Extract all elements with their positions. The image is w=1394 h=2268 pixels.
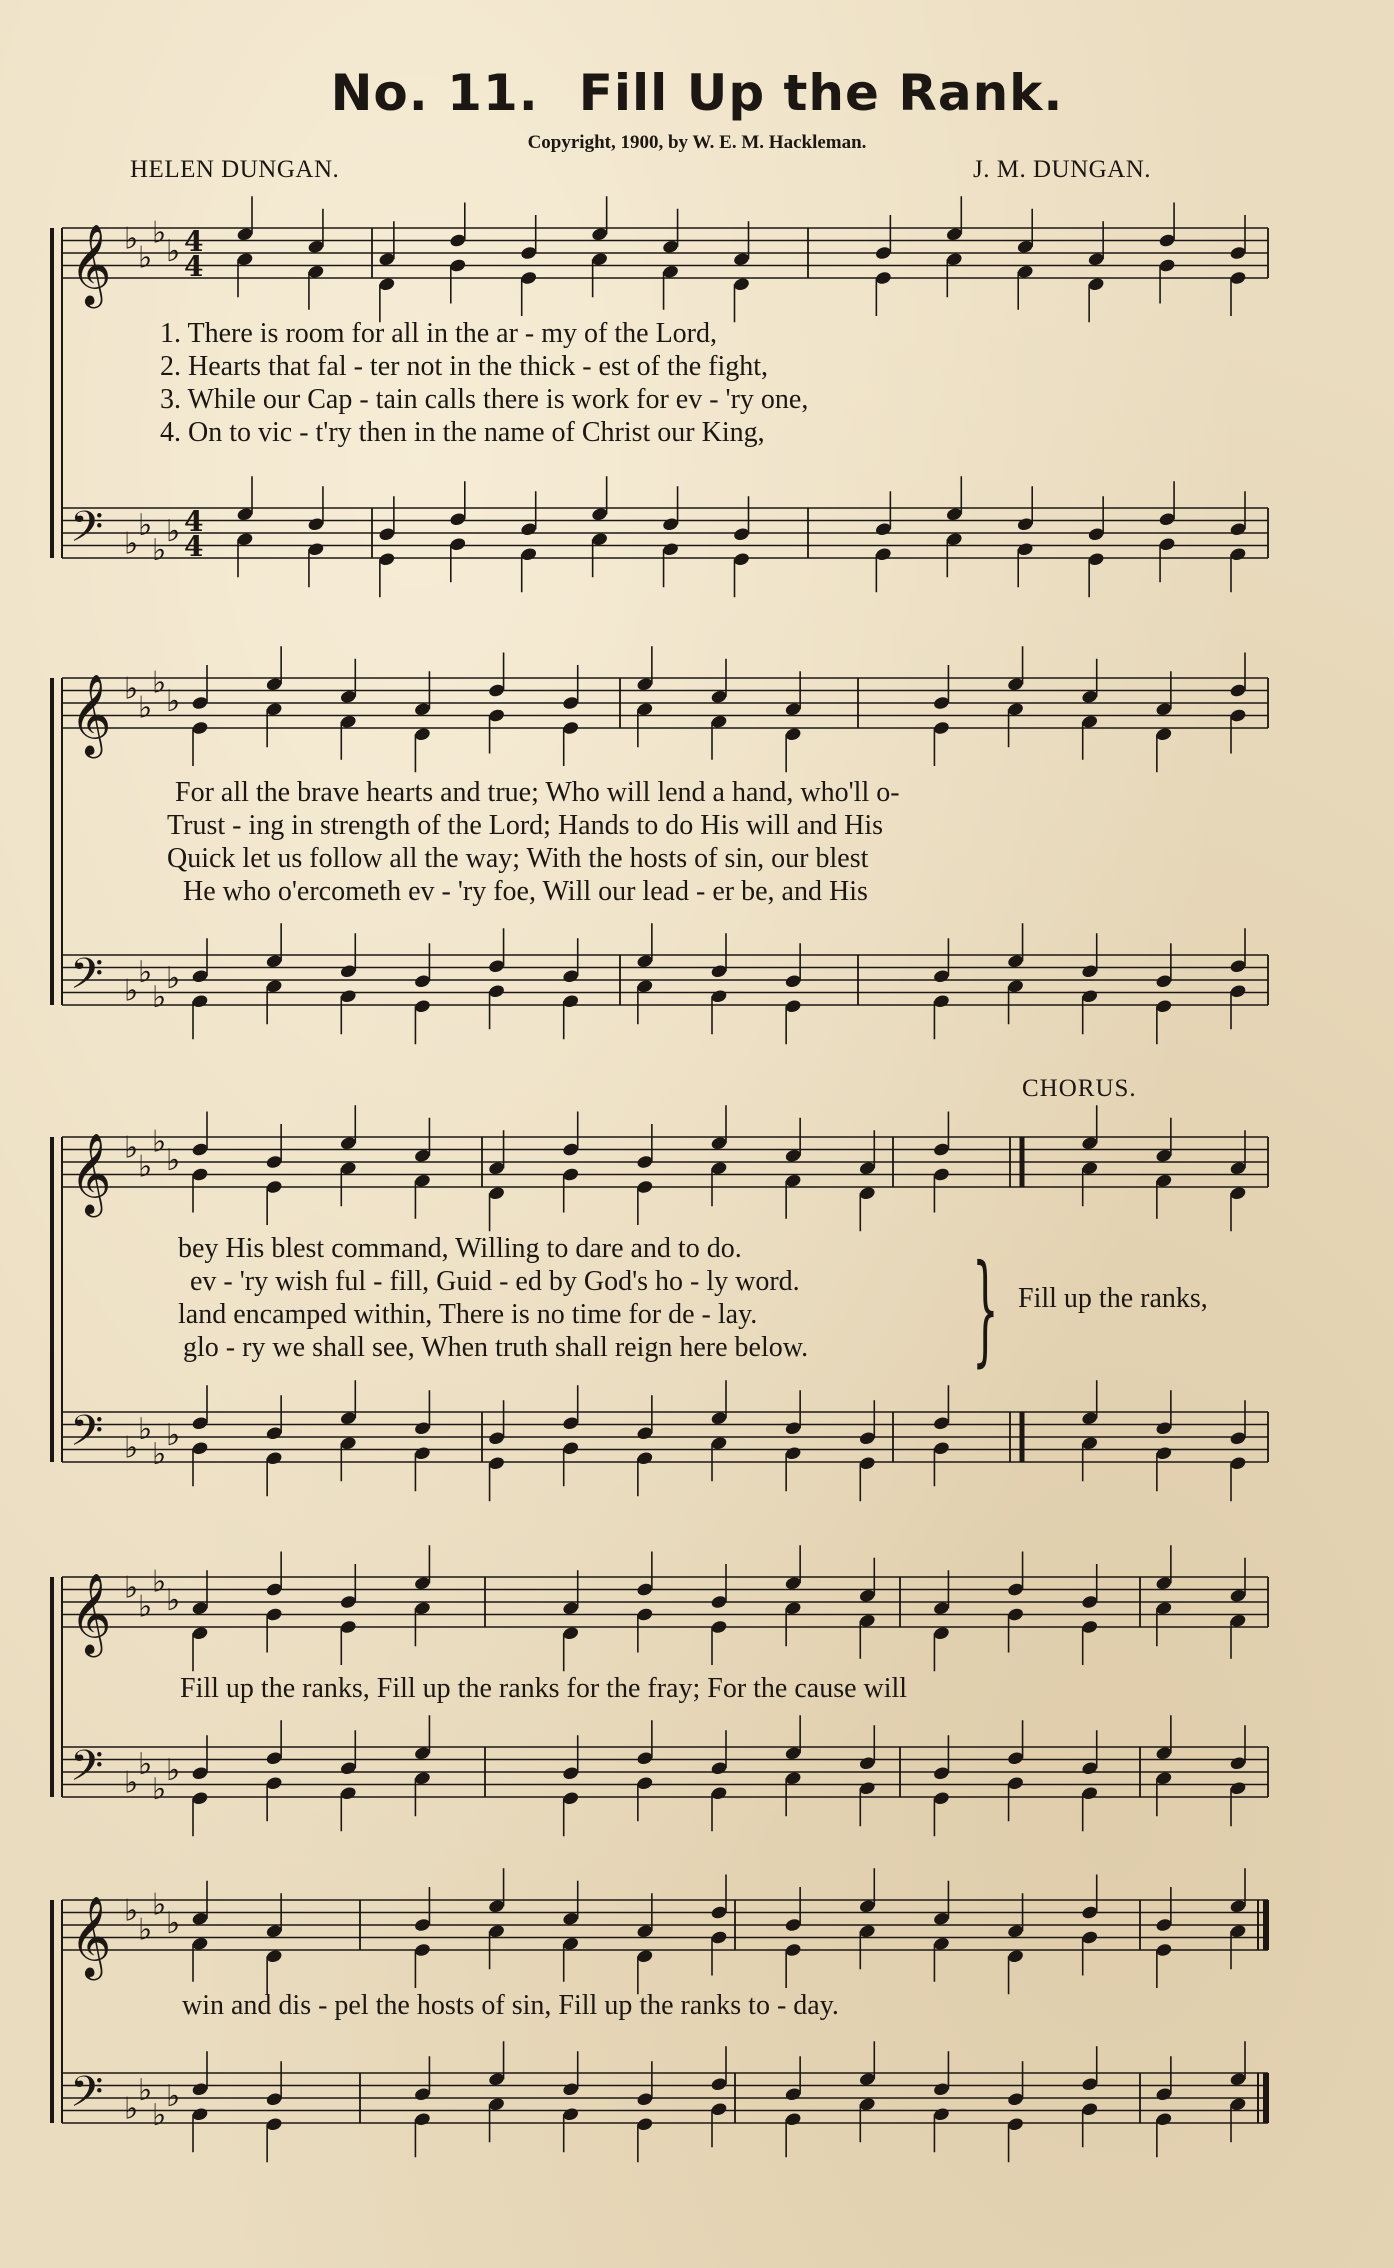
flat-icon: ♭ <box>166 1753 181 1788</box>
bass-clef-icon: 𝄢 <box>70 502 104 563</box>
bass-clef-icon: 𝄢 <box>70 1406 104 1467</box>
flat-icon: ♭ <box>138 2072 153 2108</box>
flat-icon: ♭ <box>166 1583 181 1618</box>
flat-icon: ♭ <box>124 1130 139 1166</box>
verse-line-2: 2. Hearts that fal - ter not in the thick - est of the fight, <box>160 351 769 382</box>
flat-icon: ♭ <box>138 954 153 990</box>
flat-icon: ♭ <box>166 961 181 996</box>
verse-line-1: bey His blest command, Willing to dare and to do. <box>178 1233 742 1264</box>
flat-icon: ♭ <box>166 1143 181 1178</box>
time-signature: 4 <box>184 250 204 283</box>
flat-icon: ♭ <box>152 1124 167 1160</box>
flat-icon: ♭ <box>138 1746 153 1782</box>
chorus-start-lyric: Fill up the ranks, <box>1018 1283 1208 1314</box>
bass-clef-icon: 𝄢 <box>70 1741 104 1802</box>
time-signature: 4 <box>184 505 204 538</box>
flat-icon: ♭ <box>166 2079 181 2114</box>
flat-icon: ♭ <box>124 1765 139 1801</box>
hymn-title-text: Fill Up the Rank. <box>578 64 1064 122</box>
treble-clef-icon: 𝄞 <box>70 1572 112 1654</box>
bass-clef-icon: 𝄢 <box>70 949 104 1010</box>
verse-line-2: Trust - ing in strength of the Lord; Hands to do His will and His <box>167 810 884 841</box>
flat-icon: ♭ <box>138 507 153 543</box>
treble-clef-icon: 𝄞 <box>70 1132 112 1214</box>
time-signature: 4 <box>184 530 204 563</box>
flat-icon: ♭ <box>166 1418 181 1453</box>
flat-icon: ♭ <box>152 532 167 568</box>
chorus-final-lyric: win and dis - pel the hosts of sin, Fill up the ranks to - day. <box>182 1990 839 2021</box>
flat-icon: ♭ <box>152 2097 167 2133</box>
treble-clef-icon: 𝄞 <box>70 1895 112 1977</box>
chorus-lyric-line: Fill up the ranks, Fill up the ranks for the fray; For the cause will <box>180 1673 908 1704</box>
verse-line-4: 4. On to vic - t'ry then in the name of Christ our King, <box>160 417 765 448</box>
bass-clef-icon: 𝄢 <box>70 2067 104 2128</box>
flat-icon: ♭ <box>138 1411 153 1447</box>
flat-icon: ♭ <box>124 973 139 1009</box>
flat-icon: ♭ <box>124 1570 139 1606</box>
flat-icon: ♭ <box>138 240 153 276</box>
flat-icon: ♭ <box>124 526 139 562</box>
verse-line-4: glo - ry we shall see, When truth shall reign here below. <box>183 1332 809 1363</box>
lyricist-credit: HELEN DUNGAN. <box>130 156 340 183</box>
flat-icon: ♭ <box>152 1436 167 1472</box>
composer-credit: J. M. DUNGAN. <box>973 156 1152 183</box>
copyright-line: Copyright, 1900, by W. E. M. Hackleman. <box>527 132 867 153</box>
flat-icon: ♭ <box>152 665 167 701</box>
verse-brace: } <box>972 1240 999 1379</box>
flat-icon: ♭ <box>138 690 153 726</box>
flat-icon: ♭ <box>124 671 139 707</box>
verse-line-2: ev - 'ry wish ful - fill, Guid - ed by God's ho - ly word. <box>190 1266 800 1297</box>
flat-icon: ♭ <box>166 1906 181 1941</box>
flat-icon: ♭ <box>138 1149 153 1185</box>
flat-icon: ♭ <box>152 1887 167 1923</box>
flat-icon: ♭ <box>138 1912 153 1948</box>
flat-icon: ♭ <box>124 221 139 257</box>
flat-icon: ♭ <box>152 979 167 1015</box>
flat-icon: ♭ <box>124 1430 139 1466</box>
hymn-number: No. 11. <box>330 64 539 122</box>
treble-clef-icon: 𝄞 <box>70 673 112 755</box>
verse-line-3: 3. While our Cap - tain calls there is work for ev - 'ry one, <box>160 384 809 415</box>
flat-icon: ♭ <box>138 1589 153 1625</box>
verse-line-1: 1. There is room for all in the ar - my of the Lord, <box>160 318 717 349</box>
flat-icon: ♭ <box>124 2091 139 2127</box>
verse-line-3: Quick let us follow all the way; With the hosts of sin, our blest <box>167 843 869 874</box>
chorus-label: CHORUS. <box>1022 1075 1137 1102</box>
flat-icon: ♭ <box>166 684 181 719</box>
treble-clef-icon: 𝄞 <box>70 223 112 305</box>
verse-line-4: He who o'ercometh ev - 'ry foe, Will our lead - er be, and His <box>183 876 868 907</box>
flat-icon: ♭ <box>152 215 167 251</box>
flat-icon: ♭ <box>166 234 181 269</box>
flat-icon: ♭ <box>166 514 181 549</box>
verse-line-1: For all the brave hearts and true; Who will lend a hand, who'll o- <box>175 777 900 808</box>
flat-icon: ♭ <box>152 1564 167 1600</box>
time-signature: 4 <box>184 225 204 258</box>
verse-line-3: land encamped within, There is no time for de - lay. <box>178 1299 758 1330</box>
flat-icon: ♭ <box>124 1893 139 1929</box>
flat-icon: ♭ <box>152 1771 167 1807</box>
